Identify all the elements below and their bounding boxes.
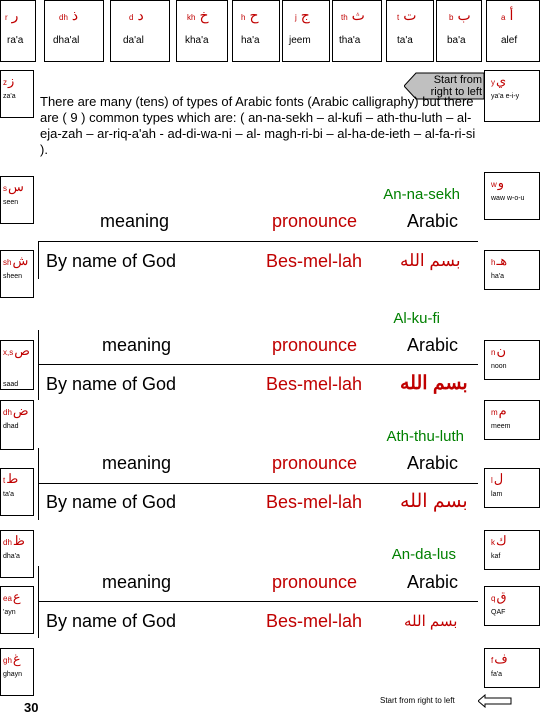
cell-pronounce: Bes-mel-lah [266,492,363,512]
letter-name: seen [3,199,19,206]
cell-meaning: By name of God [46,492,177,512]
header-pronounce: pronounce [272,572,358,592]
letter-box-kaf [484,530,540,570]
letter-latin: t [397,13,400,22]
letter-latin: a [501,13,506,22]
letter-name: saad [3,381,19,388]
cell-pronounce: Bes-mel-lah [266,374,363,394]
letter-name: ha'a [491,273,505,280]
letter-latin: b [449,13,454,22]
letter-box-ghayn [0,648,34,696]
letter-box-taa [0,468,34,516]
font-name: Ath-thu-luth [386,428,464,445]
cell-meaning: By name of God [46,251,177,271]
letter-box-dhad [0,400,34,450]
intro-paragraph: There are many (tens) of types of Arabic fonts (Arabic calligraphy) but there are ( 9 ) common types which are: ( an-na-sekh – al-kufi – ath-thu-luth – al-eja-zah – ar-riq-a'ah - ad-di-wa-ni – al- magh-ri-bi – al-ha-de-ieth – al-fa-ri-si ). [40,94,476,157]
header-meaning: meaning [102,572,172,592]
letter-box-dhal [44,0,104,62]
letter-box-fa [484,648,540,688]
letter-box-waw [484,172,540,220]
header-pronounce: pronounce [272,335,358,355]
letter-arabic: ش [12,253,29,268]
header-pronounce: pronounce [272,211,358,231]
letter-arabic: أ [509,7,514,23]
letter-arabic: ت [403,7,417,23]
font-name: An-na-sekh [383,186,460,203]
letter-arabic: س [8,179,24,194]
table-left-border [38,330,39,400]
letter-name: za'a [3,93,16,100]
cell-pronounce: Bes-mel-lah [266,611,363,631]
letter-name: dha'al [53,35,80,46]
letter-name: noon [491,363,507,370]
letter-latin: sh [3,258,12,267]
cell-arabic: بسم الله [404,613,458,630]
letter-arabic: ل [493,471,504,486]
letter-box-qaf [484,586,540,626]
letter-arabic: ض [12,403,29,418]
cell-arabic: بسم الله [400,251,461,270]
cell-meaning: By name of God [46,374,177,394]
letter-latin: h [491,258,496,267]
letter-box-ayn [0,586,34,634]
letter-name: dha'a [3,553,20,560]
letter-arabic: ط [6,471,19,486]
letter-arabic: ع [12,589,21,604]
letter-name: 'ayn [3,609,16,616]
letter-latin: k [491,538,495,547]
cell-meaning: By name of God [46,611,177,631]
letter-box-haa [484,250,540,290]
letter-box-jeem [282,0,330,62]
font-name: Al-ku-fi [393,310,440,327]
letter-arabic: ق [496,589,507,604]
letter-latin: s [3,184,7,193]
letter-box-seen [0,176,34,224]
cell-pronounce: Bes-mel-lah [266,251,363,271]
letter-arabic: و [497,175,505,190]
letter-latin: gh [3,656,12,665]
letter-latin: n [491,348,496,357]
letter-arabic: خ [199,7,209,23]
letter-box-ra [0,0,36,62]
letter-arabic: ظ [12,533,25,548]
header-meaning: meaning [100,211,170,231]
letter-arabic: ي [496,73,507,88]
letter-box-ya [484,70,540,122]
letter-box-saad [0,340,34,390]
header-meaning: meaning [102,335,172,355]
letter-latin: z [3,78,7,87]
letter-name: kha'a [185,35,209,46]
letter-name: ta'a [3,491,15,498]
header-meaning: meaning [102,453,172,473]
letter-box-ha [232,0,280,62]
letter-arabic: ث [351,7,365,23]
letter-name: ra'a [7,35,24,46]
letter-name: fa'a [491,671,503,678]
letter-name: dhad [3,423,19,430]
header-arabic: Arabic [407,572,459,592]
table-divider [38,241,478,242]
letter-box-noon [484,340,540,380]
letter-box-alef [486,0,540,62]
letter-name: sheen [3,273,23,280]
header-arabic: Arabic [407,335,459,355]
letter-latin: y [491,78,495,87]
letter-arabic: ف [494,651,508,666]
letter-name: ha'a [241,35,260,46]
letter-box-ba [436,0,482,62]
letter-arabic: ج [300,7,310,23]
letter-latin: m [491,408,498,417]
letter-arabic: ذ [71,7,79,23]
table-left-border [38,566,39,638]
letter-name: QAF [491,609,506,616]
letter-latin: dh [3,538,12,547]
letter-name: lam [491,491,503,498]
header-arabic: Arabic [407,453,459,473]
start-direction-label: Start from right to left [430,74,482,98]
letter-name: ya'a e-i-y [491,93,520,100]
letter-latin: r [5,13,8,22]
footer-direction-note [380,696,520,710]
letter-name: kaf [491,553,501,560]
letter-name: alef [501,35,518,46]
letter-box-sheen [0,250,34,298]
letter-latin: d [129,13,134,22]
letter-latin: f [491,656,494,665]
letter-box-kha [176,0,228,62]
letter-latin: l [491,476,493,485]
cell-arabic: بسم الله [400,373,468,394]
letter-box-lam [484,468,540,508]
letter-latin: kh [187,13,196,22]
letter-arabic: هـ [496,253,508,268]
letter-arabic: ص [14,343,30,358]
cell-arabic: بسم الله [400,491,468,512]
letter-latin: q [491,594,496,603]
letter-latin: dh [59,13,68,22]
table-divider [38,364,478,365]
header-arabic: Arabic [407,211,459,231]
letter-name: tha'a [339,35,361,46]
letter-arabic: ن [496,343,506,358]
letter-name: ba'a [447,35,466,46]
page-number: 30 [24,700,39,715]
letter-arabic: ك [496,533,507,548]
header-pronounce: pronounce [272,453,358,473]
footer-direction-label: Start from right to left [380,696,455,705]
table-left-border [38,241,39,279]
letter-latin: ea [3,594,12,603]
letter-box-tha [332,0,382,62]
letter-name: waw w-o-u [491,195,525,202]
table-divider [38,483,478,484]
letter-latin: x,s [3,348,14,357]
letter-latin: j [295,13,297,22]
letter-name: ghayn [3,671,23,678]
letter-arabic: ب [457,7,471,23]
letter-box-ta [386,0,434,62]
letter-name: ta'a [397,35,413,46]
letter-name: jeem [289,35,311,46]
letter-arabic: د [137,7,144,23]
font-name: An-da-lus [391,546,456,563]
letter-arabic: ح [249,7,259,23]
letter-box-za [0,70,34,118]
letter-arabic: ز [8,73,15,88]
table-divider [38,601,478,602]
letter-name: meem [491,423,511,430]
letter-latin: h [241,13,246,22]
letter-arabic: غ [12,651,21,666]
letter-box-dal [110,0,170,62]
letter-latin: th [341,13,348,22]
letter-latin: w [491,180,497,189]
letter-box-meem [484,400,540,440]
letter-arabic: ر [11,7,19,23]
letter-name: da'al [123,35,144,46]
letter-latin: dh [3,408,12,417]
table-left-border [38,448,39,520]
letter-latin: t [3,476,6,485]
letter-box-dhaa [0,530,34,578]
letter-arabic: م [498,403,507,418]
footer-left-arrow-icon [478,694,512,708]
